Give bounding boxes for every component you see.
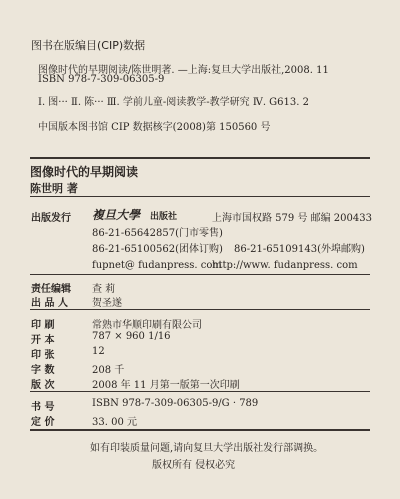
publisher-address: 上海市国权路 579 号 邮编 200433 xyxy=(212,213,372,224)
spec-label: 开 本 xyxy=(31,335,55,346)
spec-value: 常熟市华顺印刷有限公司 xyxy=(92,320,202,331)
publisher-label: 出版发行 xyxy=(31,213,71,224)
isbn-value: ISBN 978-7-309-06305-9/G · 789 xyxy=(92,398,259,409)
spec-value: 2008 年 11 月第一版第一次印刷 xyxy=(92,380,240,391)
cip-line-title: 图像时代的早期阅读/陈世明著. —上海:复旦大学出版社,2008. 11 xyxy=(38,65,329,76)
spec-label: 印 刷 xyxy=(31,320,55,331)
spec-value: 787 × 960 1/16 xyxy=(92,331,171,342)
book-author: 陈世明 著 xyxy=(30,182,78,195)
spec-label: 印 张 xyxy=(31,350,55,361)
rule-credits-bottom xyxy=(30,309,370,310)
rule-bottom xyxy=(30,429,370,431)
rule-publisher-bottom xyxy=(30,274,370,275)
publisher-logo-suffix: 出版社 xyxy=(150,212,178,222)
spec-label: 字 数 xyxy=(31,365,55,376)
phone-external: 86-21-65109143(外埠邮购) xyxy=(234,244,365,255)
book-title: 图像时代的早期阅读 xyxy=(30,165,139,179)
spec-label: 版 次 xyxy=(31,380,55,391)
price-value: 33. 00 元 xyxy=(92,417,137,428)
quality-notice: 如有印装质量问题,请向复旦大学出版社发行部调换。 xyxy=(90,443,324,454)
editor-label: 责任编辑 xyxy=(31,284,71,295)
producer-name: 贺圣遂 xyxy=(92,298,122,309)
rule-top xyxy=(30,157,370,159)
rights-notice: 版权所有 侵权必究 xyxy=(152,460,236,471)
cip-heading: 图书在版编目(CIP)数据 xyxy=(31,39,146,52)
price-label: 定 价 xyxy=(31,417,55,428)
publisher-email: fupnet@ fudanpress. com xyxy=(92,260,222,271)
producer-label: 出 品 人 xyxy=(31,298,68,309)
rule-specs-bottom xyxy=(30,391,370,392)
spec-value: 208 千 xyxy=(92,365,125,376)
phone-retail: 86-21-65642857(门市零售) xyxy=(92,228,223,239)
spec-value: 12 xyxy=(92,346,105,357)
phone-group: 86-21-65100562(团体订购) xyxy=(92,244,223,255)
cip-line-record: 中国版本图书馆 CIP 数据核字(2008)第 150560 号 xyxy=(38,122,271,133)
rule-title-bottom xyxy=(30,196,370,197)
editor-name: 查 莉 xyxy=(92,284,116,295)
isbn-label: 书 号 xyxy=(31,402,55,413)
publisher-website: http://www. fudanpress. com xyxy=(212,260,358,271)
cip-line-classification: Ⅰ. 图··· Ⅱ. 陈··· Ⅲ. 学前儿童-阅读教学-教学研究 Ⅳ. G613. 2 xyxy=(38,97,309,108)
cip-line-isbn: ISBN 978-7-309-06305-9 xyxy=(38,74,165,85)
publisher-logo: 複旦大學 xyxy=(92,208,141,222)
